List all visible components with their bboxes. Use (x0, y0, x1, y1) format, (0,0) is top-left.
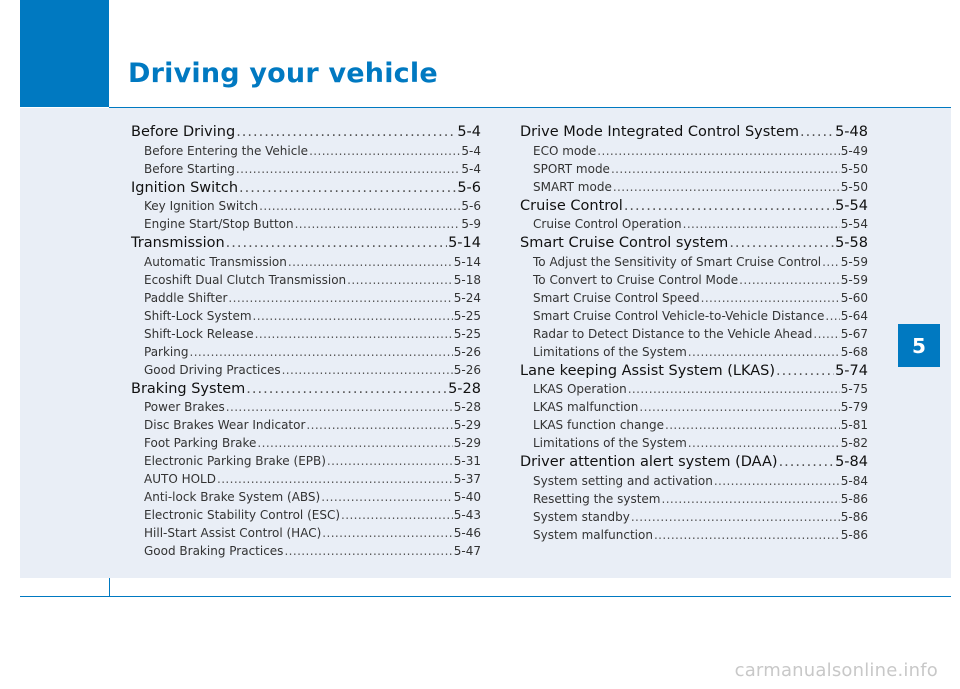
toc-subsection-entry-label: Ecoshift Dual Clutch Transmission (144, 272, 347, 287)
toc-subsection-entry-label: LKAS malfunction (533, 400, 639, 414)
toc-subsection-entry[interactable] (131, 327, 481, 345)
toc-subsection-entry[interactable] (131, 363, 481, 381)
toc-subsection-entry-label: Smart Cruise Control Speed (533, 290, 700, 305)
toc-subsection-entry-page: 5-31 (453, 454, 481, 468)
toc-subsection-entry-label: Power Brakes (144, 400, 225, 414)
toc-subsection-entry-page: 5-47 (453, 544, 481, 558)
dot-leader (729, 235, 834, 251)
toc-subsection-entry-page: 5-49 (840, 143, 868, 158)
toc-subsection-entry-page: 5-60 (840, 290, 868, 305)
dot-leader (259, 199, 460, 213)
toc-subsection-entry-label: Anti-lock Brake System (ABS) (144, 490, 321, 504)
dot-leader (779, 454, 835, 470)
toc-section-entry[interactable] (520, 124, 868, 144)
dot-leader (776, 363, 834, 379)
toc-subsection-entry[interactable] (131, 418, 481, 436)
toc-subsection-entry-page: 5-86 (840, 491, 868, 506)
dot-leader (688, 436, 840, 450)
toc-subsection-entry-page: 5-86 (840, 509, 868, 524)
toc-subsection-entry-page: 5-6 (461, 199, 481, 213)
toc-subsection-entry-label: Before Starting (144, 161, 235, 176)
toc-subsection-entry[interactable] (520, 255, 868, 273)
toc-subsection-entry[interactable] (131, 544, 481, 562)
toc-subsection-entry[interactable] (131, 400, 481, 418)
toc-subsection-entry-label: Parking (144, 344, 189, 359)
toc-subsection-entry[interactable] (131, 345, 481, 363)
toc-section-entry-label: Transmission (131, 235, 225, 251)
toc-subsection-entry-label: Disc Brakes Wear Indicator (144, 418, 306, 432)
watermark-text: carmanualsonline.info (734, 660, 938, 681)
toc-subsection-entry-label: Smart Cruise Control Vehicle-to-Vehicle Distance (533, 308, 825, 323)
toc-section-entry-label: Smart Cruise Control system (520, 235, 729, 251)
toc-subsection-entry-page: 5-40 (453, 490, 481, 504)
toc-subsection-entry-page: 5-28 (453, 400, 481, 414)
toc-subsection-entry-page: 5-29 (453, 436, 481, 450)
toc-subsection-entry-label: Limitations of the System (533, 436, 687, 450)
toc-subsection-entry-label: System setting and activation (533, 473, 713, 488)
toc-subsection-entry-label: Good Braking Practices (144, 544, 284, 558)
toc-subsection-entry-page: 5-59 (840, 272, 868, 287)
toc-section-entry-page: 5-58 (835, 235, 868, 251)
toc-subsection-entry-page: 5-86 (840, 527, 868, 542)
toc-subsection-entry-page: 5-84 (840, 473, 868, 488)
dot-leader (683, 217, 840, 231)
dot-leader (825, 309, 839, 323)
toc-subsection-entry[interactable] (131, 508, 481, 526)
chapter-tab[interactable]: 5 (898, 324, 940, 367)
toc-section-entry-label: Driver attention alert system (DAA) (520, 454, 778, 470)
toc-subsection-entry-label: Radar to Detect Distance to the Vehicle Ahead (533, 326, 813, 341)
dot-leader (306, 418, 452, 432)
toc-subsection-entry-label: Limitations of the System (533, 344, 687, 359)
toc-subsection-entry-page: 5-46 (453, 526, 481, 540)
dot-leader (597, 144, 840, 158)
toc-subsection-entry-page: 5-54 (840, 217, 868, 231)
toc-section-entry-page: 5-14 (448, 235, 481, 251)
toc-subsection-entry-label: Good Driving Practices (144, 362, 281, 377)
dot-leader (190, 345, 453, 359)
toc-section-entry[interactable] (520, 198, 868, 218)
toc-subsection-entry[interactable] (131, 273, 481, 291)
toc-subsection-entry-page: 5-26 (453, 362, 481, 377)
dot-leader (226, 235, 447, 251)
dot-leader (813, 327, 839, 341)
toc-section-entry-label: Ignition Switch (131, 179, 239, 196)
dot-leader (228, 291, 452, 305)
toc-section-entry[interactable] (520, 363, 868, 383)
toc-section-entry[interactable] (520, 454, 868, 474)
dot-leader (800, 124, 834, 140)
dot-leader (255, 327, 453, 341)
toc-section-entry-page: 5-6 (457, 179, 481, 196)
toc-subsection-entry-label: Shift-Lock System (144, 308, 252, 323)
dot-leader (322, 526, 453, 540)
dot-leader (327, 454, 453, 468)
toc-subsection-entry-label: Engine Start/Stop Button (144, 217, 294, 231)
toc-section-entry-page: 5-4 (457, 124, 481, 140)
toc-subsection-entry-label: System malfunction (533, 527, 653, 542)
toc-subsection-entry[interactable] (131, 436, 481, 454)
toc-subsection-entry-page: 5-37 (453, 472, 481, 486)
toc-subsection-entry-label: SPORT mode (533, 161, 610, 176)
toc-subsection-entry-label: Cruise Control Operation (533, 217, 682, 231)
toc-subsection-entry[interactable] (520, 492, 868, 510)
toc-subsection-entry-label: Paddle Shifter (144, 290, 228, 305)
dot-leader (613, 180, 840, 194)
toc-subsection-entry[interactable] (520, 510, 868, 528)
toc-subsection-entry-label: Automatic Transmission (144, 254, 287, 269)
toc-section-entry-label: Braking System (131, 380, 246, 397)
dot-leader (282, 363, 453, 377)
dot-leader (226, 400, 453, 414)
dot-leader (236, 162, 460, 176)
toc-subsection-entry[interactable] (131, 454, 481, 472)
toc-subsection-entry-page: 5-68 (840, 344, 868, 359)
dot-leader (631, 510, 840, 524)
toc-section-entry[interactable] (520, 235, 868, 255)
dot-leader (288, 255, 453, 269)
toc-subsection-entry-page: 5-9 (461, 217, 481, 231)
dot-leader (654, 528, 840, 542)
dot-leader (257, 436, 452, 450)
toc-section-entry[interactable] (131, 381, 481, 401)
toc-subsection-entry[interactable] (520, 400, 868, 418)
toc-subsection-entry-label: AUTO HOLD (144, 472, 216, 486)
toc-subsection-entry[interactable] (520, 273, 868, 291)
dot-leader (624, 198, 834, 214)
page-title: Driving your vehicle (128, 58, 438, 89)
toc-subsection-entry-label: ECO mode (533, 143, 597, 158)
toc-subsection-entry-label: Electronic Parking Brake (EPB) (144, 454, 326, 468)
toc-section-entry-label: Lane keeping Assist System (LKAS) (520, 362, 775, 379)
toc-subsection-entry-label: LKAS Operation (533, 382, 627, 396)
toc-subsection-entry-page: 5-75 (840, 382, 868, 396)
toc-left-column (131, 124, 481, 562)
toc-subsection-entry-label: System standby (533, 509, 630, 524)
toc-subsection-entry-page: 5-4 (461, 161, 481, 176)
toc-section-entry-page: 5-84 (835, 454, 868, 470)
toc-subsection-entry-page: 5-82 (840, 436, 868, 450)
toc-section-entry-page: 5-54 (835, 197, 868, 214)
toc-subsection-entry[interactable] (520, 291, 868, 309)
dot-leader (739, 273, 840, 287)
toc-subsection-entry[interactable] (520, 327, 868, 345)
toc-section-entry-page: 5-28 (448, 380, 481, 397)
dot-leader (253, 309, 453, 323)
dot-leader (639, 400, 839, 414)
toc-section-entry[interactable] (131, 124, 481, 144)
toc-subsection-entry-label: Resetting the system (533, 491, 661, 506)
toc-section-entry-page: 5-48 (835, 124, 868, 140)
toc-section-entry[interactable] (131, 180, 481, 200)
toc-subsection-entry-page: 5-64 (840, 308, 868, 323)
toc-section-entry[interactable] (131, 235, 481, 255)
toc-subsection-entry[interactable] (131, 144, 481, 162)
toc-subsection-entry[interactable] (131, 162, 481, 180)
toc-subsection-entry[interactable] (520, 528, 868, 546)
toc-subsection-entry[interactable] (131, 526, 481, 544)
toc-subsection-entry-page: 5-25 (453, 326, 481, 341)
toc-subsection-entry-page: 5-26 (453, 344, 481, 359)
toc-subsection-entry-label: Shift-Lock Release (144, 326, 254, 341)
toc-subsection-entry[interactable] (520, 309, 868, 327)
toc-subsection-entry[interactable] (520, 180, 868, 198)
toc-subsection-entry[interactable] (520, 436, 868, 454)
toc-subsection-entry-label: LKAS function change (533, 418, 664, 432)
toc-subsection-entry-label: Foot Parking Brake (144, 436, 257, 450)
toc-subsection-entry-page: 5-25 (453, 308, 481, 323)
toc-subsection-entry-page: 5-50 (840, 161, 868, 176)
dot-leader (701, 291, 840, 305)
dot-leader (239, 180, 456, 196)
toc-subsection-entry[interactable] (520, 382, 868, 400)
dot-leader (611, 162, 840, 176)
dot-leader (662, 492, 840, 506)
toc-section-entry-label: Before Driving (131, 124, 236, 140)
dot-leader (295, 217, 461, 231)
toc-subsection-entry[interactable] (131, 199, 481, 217)
toc-subsection-entry[interactable] (131, 490, 481, 508)
dot-leader (714, 474, 840, 488)
toc-subsection-entry-label: Key Ignition Switch (144, 199, 259, 213)
toc-subsection-entry-label: To Convert to Cruise Control Mode (533, 272, 739, 287)
footer-rule (20, 596, 951, 597)
toc-subsection-entry[interactable] (520, 345, 868, 363)
dot-leader (688, 345, 840, 359)
toc-subsection-entry-label: To Adjust the Sensitivity of Smart Cruise Control (533, 254, 822, 269)
toc-subsection-entry[interactable] (520, 162, 868, 180)
toc-subsection-entry[interactable] (131, 255, 481, 273)
toc-subsection-entry-page: 5-67 (840, 326, 868, 341)
toc-subsection-entry[interactable] (520, 474, 868, 492)
toc-section-entry-label: Drive Mode Integrated Control System (520, 124, 800, 140)
toc-subsection-entry[interactable] (131, 217, 481, 235)
dot-leader (665, 418, 840, 432)
toc-subsection-entry[interactable] (520, 217, 868, 235)
dot-leader (822, 255, 840, 269)
toc-subsection-entry-label: SMART mode (533, 179, 612, 194)
toc-subsection-entry[interactable] (520, 144, 868, 162)
toc-subsection-entry-page: 5-14 (453, 254, 481, 269)
chapter-color-block (20, 0, 109, 107)
toc-subsection-entry-page: 5-29 (453, 418, 481, 432)
toc-subsection-entry-page: 5-24 (453, 290, 481, 305)
toc-section-entry-label: Cruise Control (520, 197, 623, 214)
dot-leader (217, 472, 453, 486)
toc-subsection-entry[interactable] (131, 291, 481, 309)
dot-leader (246, 381, 447, 397)
dot-leader (628, 382, 840, 396)
dot-leader (284, 544, 452, 558)
dot-leader (347, 273, 453, 287)
toc-subsection-entry-page: 5-18 (453, 272, 481, 287)
dot-leader (236, 124, 456, 140)
toc-subsection-entry-label: Before Entering the Vehicle (144, 143, 309, 158)
toc-subsection-entry-label: Electronic Stability Control (ESC) (144, 508, 341, 522)
toc-subsection-entry-label: Hill-Start Assist Control (HAC) (144, 526, 322, 540)
toc-subsection-entry-page: 5-50 (840, 179, 868, 194)
toc-subsection-entry-page: 5-4 (461, 143, 481, 158)
toc-right-column (520, 124, 868, 546)
dot-leader (341, 508, 453, 522)
dot-leader (321, 490, 453, 504)
toc-subsection-entry[interactable] (131, 472, 481, 490)
toc-section-entry-page: 5-74 (835, 362, 868, 379)
toc-subsection-entry-page: 5-43 (453, 508, 481, 522)
toc-subsection-entry-page: 5-79 (840, 400, 868, 414)
toc-subsection-entry-page: 5-81 (840, 418, 868, 432)
toc-subsection-entry[interactable] (131, 309, 481, 327)
toc-subsection-entry[interactable] (520, 418, 868, 436)
dot-leader (309, 144, 460, 158)
toc-subsection-entry-page: 5-59 (840, 254, 868, 269)
